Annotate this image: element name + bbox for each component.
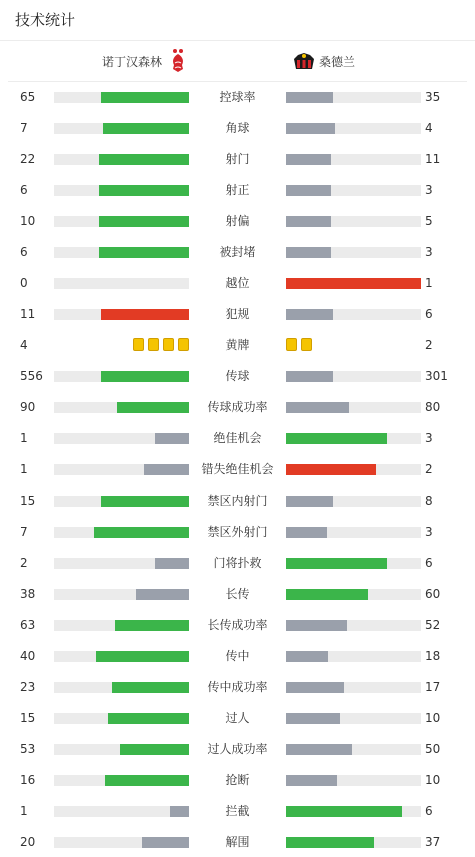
away-stat-bar-track	[286, 433, 421, 444]
teams-divider	[8, 81, 467, 82]
stat-label: 拦截	[225, 803, 250, 818]
home-stat-value: 90	[20, 400, 36, 415]
away-stat-value: 8	[425, 493, 433, 508]
stat-row	[0, 525, 475, 539]
home-stat-bar-track	[54, 558, 189, 569]
home-stat-bar	[96, 651, 189, 662]
away-stat-bar-track	[286, 464, 421, 475]
away-stat-value: 3	[425, 431, 433, 446]
stat-row	[0, 338, 475, 352]
away-stat-value: 18	[425, 648, 441, 663]
home-stat-bar	[144, 464, 189, 475]
away-stat-bar-track	[286, 309, 421, 320]
away-stat-bar-track	[286, 402, 421, 413]
home-stat-bar-track	[54, 589, 189, 600]
teams-header	[0, 42, 475, 80]
stat-row	[0, 245, 475, 259]
header-divider	[0, 40, 475, 41]
away-stat-bar-track	[286, 496, 421, 507]
away-stat-value: 3	[425, 245, 433, 260]
stat-label: 错失绝佳机会	[201, 462, 274, 477]
stat-row	[0, 90, 475, 104]
away-stat-bar-track	[286, 154, 421, 165]
stat-label: 长传	[225, 586, 250, 601]
home-stat-value: 20	[20, 834, 36, 849]
away-stat-value: 17	[425, 679, 441, 694]
stat-label: 抢断	[225, 772, 250, 787]
away-stat-bar	[286, 806, 402, 817]
stat-row	[0, 462, 475, 476]
stat-row	[0, 214, 475, 228]
home-stat-value: 23	[20, 679, 36, 694]
home-stat-bar-track	[54, 433, 189, 444]
home-stat-bar	[155, 558, 189, 569]
yellow-card-icon	[301, 338, 312, 351]
away-stat-value: 6	[425, 307, 433, 322]
home-stat-value: 1	[20, 431, 28, 446]
home-stat-value: 2	[20, 555, 28, 570]
home-stat-bar	[101, 92, 189, 103]
away-stat-bar	[286, 620, 347, 631]
yellow-card-icon	[163, 338, 174, 351]
away-stat-bar-track	[286, 589, 421, 600]
stat-label: 射正	[225, 183, 250, 198]
home-yellow-cards	[54, 338, 189, 352]
home-stat-bar-track	[54, 527, 189, 538]
away-stat-bar-track	[286, 371, 421, 382]
home-stat-bar-track	[54, 154, 189, 165]
home-stat-bar	[101, 371, 189, 382]
away-stat-bar	[286, 402, 349, 413]
home-stat-bar-track	[54, 309, 189, 320]
home-stat-value: 6	[20, 183, 28, 198]
home-stat-bar-track	[54, 371, 189, 382]
home-stat-bar	[99, 185, 189, 196]
away-stat-bar-track	[286, 620, 421, 631]
away-stat-value: 6	[425, 555, 433, 570]
away-stat-bar-track	[286, 527, 421, 538]
away-stat-bar	[286, 185, 331, 196]
away-stat-bar-track	[286, 682, 421, 693]
away-stat-value: 2	[425, 462, 433, 477]
home-stat-bar-track	[54, 806, 189, 817]
home-stat-value: 6	[20, 245, 28, 260]
away-stat-bar-track	[286, 558, 421, 569]
away-stat-bar	[286, 713, 340, 724]
stat-label: 绝佳机会	[213, 431, 262, 446]
stat-row	[0, 804, 475, 818]
away-stat-bar-track	[286, 837, 421, 848]
away-stat-bar-track	[286, 278, 421, 289]
stat-row	[0, 835, 475, 849]
away-stat-bar	[286, 527, 327, 538]
away-stat-value: 1	[425, 276, 433, 291]
away-stat-bar-track	[286, 806, 421, 817]
stat-row	[0, 152, 475, 166]
away-stat-bar-track	[286, 185, 421, 196]
home-stat-bar	[99, 247, 189, 258]
home-stat-value: 16	[20, 772, 36, 787]
away-stat-bar-track	[286, 744, 421, 755]
away-stat-bar	[286, 123, 335, 134]
stat-label: 控球率	[219, 90, 256, 104]
away-stat-bar	[286, 433, 387, 444]
away-stat-bar	[286, 558, 387, 569]
home-stat-bar-track	[54, 92, 189, 103]
away-stat-bar	[286, 92, 333, 103]
away-stat-value: 10	[425, 710, 441, 725]
home-stat-value: 1	[20, 803, 28, 818]
stat-label: 传球	[225, 369, 250, 384]
away-team-crest-icon[interactable]	[292, 51, 316, 71]
stat-row	[0, 307, 475, 321]
yellow-card-icon	[133, 338, 144, 351]
away-stat-bar	[286, 154, 331, 165]
away-yellow-cards	[286, 338, 421, 352]
page-title: 技术统计	[15, 11, 76, 29]
away-stat-value: 6	[425, 803, 433, 818]
stat-label: 犯规	[225, 307, 250, 322]
stat-row	[0, 556, 475, 570]
stat-label: 射偏	[225, 214, 250, 229]
home-stat-bar-track	[54, 775, 189, 786]
home-stat-value: 11	[20, 307, 36, 322]
away-stat-bar	[286, 651, 328, 662]
away-stat-bar	[286, 837, 374, 848]
home-stat-value: 38	[20, 586, 36, 601]
away-stat-bar-track	[286, 247, 421, 258]
away-stat-value: 301	[425, 369, 448, 384]
away-stat-bar	[286, 309, 333, 320]
home-stat-value: 22	[20, 152, 36, 167]
away-stat-bar	[286, 589, 368, 600]
away-stat-bar-track	[286, 216, 421, 227]
stat-label: 长传成功率	[207, 617, 268, 632]
away-stat-bar	[286, 496, 333, 507]
home-stat-value: 15	[20, 493, 36, 508]
home-stat-bar-track	[54, 278, 189, 289]
yellow-card-icon	[178, 338, 189, 351]
home-stat-bar-track	[54, 185, 189, 196]
home-stat-value: 556	[20, 369, 43, 384]
stat-label: 射门	[225, 152, 250, 167]
home-stat-bar	[99, 154, 189, 165]
home-stat-bar	[103, 123, 189, 134]
away-stat-value: 4	[425, 121, 433, 136]
stat-row	[0, 494, 475, 508]
away-stat-value: 2	[425, 338, 433, 353]
away-stat-value: 3	[425, 183, 433, 198]
home-stat-value: 65	[20, 90, 36, 104]
stat-label: 传球成功率	[207, 400, 268, 415]
home-stat-bar-track	[54, 123, 189, 134]
stat-label: 门将扑救	[213, 555, 262, 570]
home-stat-value: 40	[20, 648, 36, 663]
home-stat-bar	[101, 309, 189, 320]
home-stat-bar-track	[54, 620, 189, 631]
home-stat-bar	[112, 682, 189, 693]
home-stat-bar	[94, 527, 189, 538]
away-stat-value: 80	[425, 400, 441, 415]
away-stat-bar	[286, 682, 344, 693]
stat-label: 传中成功率	[207, 679, 268, 694]
away-stat-value: 37	[425, 834, 441, 849]
home-stat-bar-track	[54, 247, 189, 258]
stat-label: 越位	[225, 276, 250, 291]
away-stat-bar	[286, 216, 331, 227]
away-stat-bar	[286, 278, 421, 289]
home-stat-bar	[115, 620, 189, 631]
stat-label: 禁区内射门	[207, 493, 268, 508]
stat-row	[0, 773, 475, 787]
stat-row	[0, 618, 475, 632]
away-stat-bar	[286, 464, 376, 475]
home-stat-bar-track	[54, 713, 189, 724]
stat-row	[0, 276, 475, 290]
stat-row	[0, 649, 475, 663]
home-stat-bar	[120, 744, 189, 755]
stat-row	[0, 431, 475, 445]
home-stat-value: 1	[20, 462, 28, 477]
home-stat-value: 7	[20, 524, 28, 539]
yellow-card-icon	[148, 338, 159, 351]
stat-label: 过人成功率	[207, 741, 268, 756]
stat-row	[0, 121, 475, 135]
stat-label: 黄牌	[225, 338, 250, 353]
stat-label: 角球	[225, 121, 250, 136]
away-stat-bar	[286, 371, 333, 382]
away-stat-value: 50	[425, 741, 441, 756]
home-stat-bar-track	[54, 651, 189, 662]
stat-label: 禁区外射门	[207, 524, 268, 539]
home-stat-bar	[142, 837, 189, 848]
home-stat-value: 63	[20, 617, 36, 632]
away-stat-value: 60	[425, 586, 441, 601]
home-stat-bar	[99, 216, 189, 227]
home-stat-bar-track	[54, 682, 189, 693]
home-stat-bar	[101, 496, 189, 507]
away-stat-value: 5	[425, 214, 433, 229]
away-stat-value: 11	[425, 152, 441, 167]
home-stat-value: 53	[20, 741, 36, 756]
away-stat-bar	[286, 744, 352, 755]
stat-row	[0, 742, 475, 756]
stat-label: 被封堵	[219, 245, 256, 260]
away-stat-value: 35	[425, 90, 441, 104]
home-stat-bar-track	[54, 837, 189, 848]
home-stat-bar	[136, 589, 189, 600]
home-stat-bar	[155, 433, 189, 444]
stat-row	[0, 711, 475, 725]
home-stat-bar	[117, 402, 189, 413]
away-stat-bar-track	[286, 651, 421, 662]
home-stat-value: 10	[20, 214, 36, 229]
home-stat-bar	[108, 713, 189, 724]
stat-row	[0, 680, 475, 694]
away-team-name[interactable]: 桑德兰	[319, 55, 356, 69]
away-stat-value: 3	[425, 524, 433, 539]
stat-label: 传中	[225, 648, 250, 663]
home-stat-bar-track	[54, 402, 189, 413]
away-stat-bar	[286, 247, 331, 258]
stat-row	[0, 400, 475, 414]
home-team-name[interactable]: 诺丁汉森林	[102, 55, 163, 69]
home-stat-value: 4	[20, 338, 28, 353]
away-stat-value: 10	[425, 772, 441, 787]
home-stat-value: 7	[20, 121, 28, 136]
home-stat-bar-track	[54, 464, 189, 475]
stat-row	[0, 183, 475, 197]
home-stat-value: 0	[20, 276, 28, 291]
stat-label: 过人	[225, 710, 250, 725]
away-stat-bar-track	[286, 713, 421, 724]
stat-label: 解围	[225, 834, 250, 849]
home-team-crest-icon[interactable]	[169, 48, 187, 74]
away-stat-bar-track	[286, 123, 421, 134]
yellow-card-icon	[286, 338, 297, 351]
away-stat-value: 52	[425, 617, 441, 632]
home-stat-bar-track	[54, 744, 189, 755]
away-stat-bar	[286, 775, 337, 786]
home-stat-bar-track	[54, 216, 189, 227]
stat-row	[0, 587, 475, 601]
home-stat-bar	[105, 775, 189, 786]
home-stat-bar-track	[54, 496, 189, 507]
home-stat-bar	[170, 806, 189, 817]
home-stat-value: 15	[20, 710, 36, 725]
away-stat-bar-track	[286, 775, 421, 786]
stat-row	[0, 369, 475, 383]
away-stat-bar-track	[286, 92, 421, 103]
